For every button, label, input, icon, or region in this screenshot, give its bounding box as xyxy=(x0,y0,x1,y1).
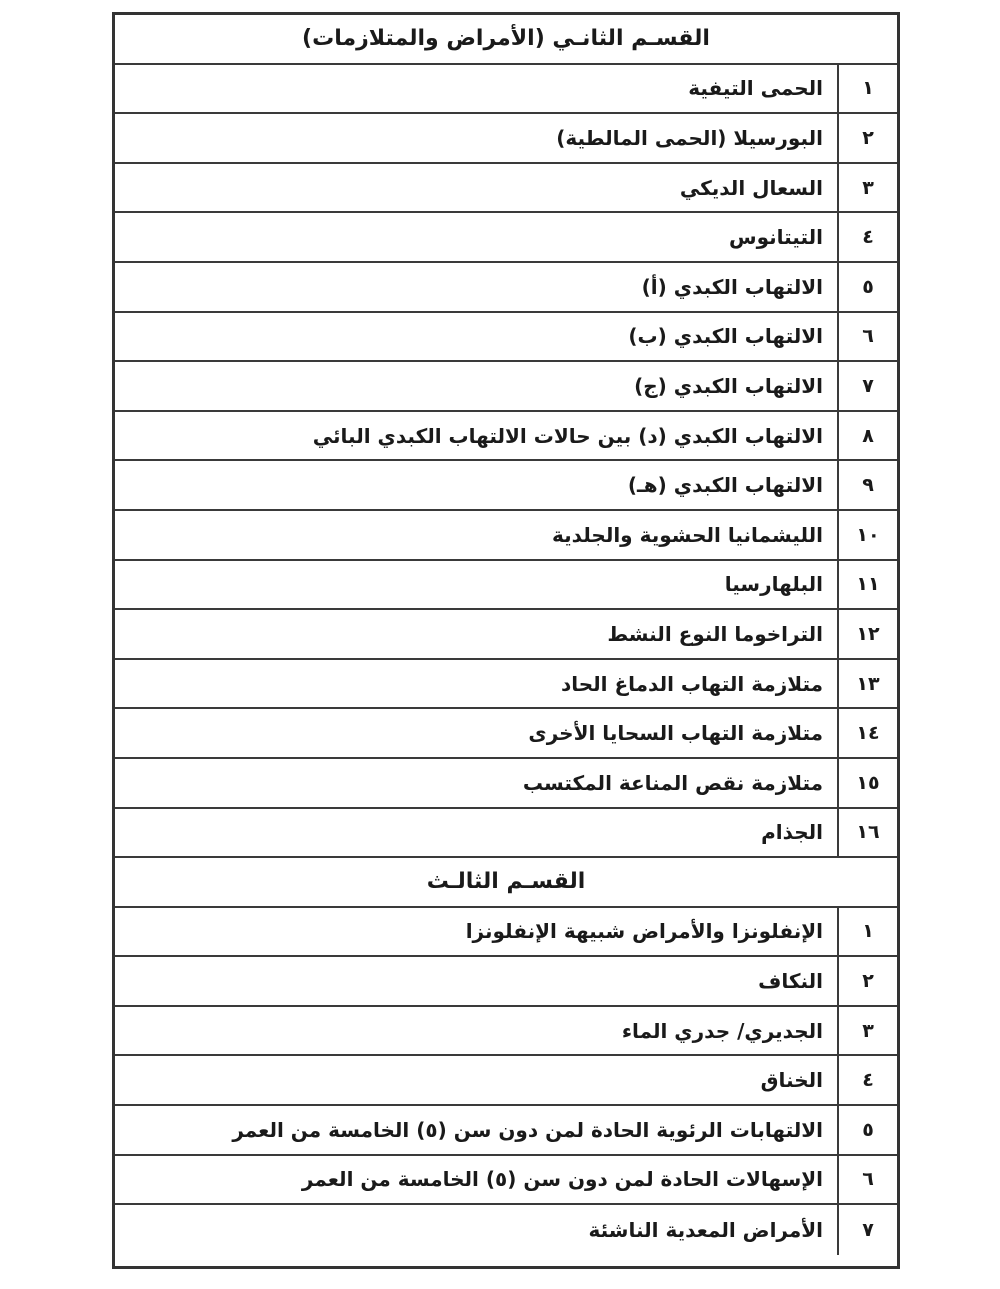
row-number: ١٣ xyxy=(837,660,897,708)
disease-name: الإنفلونزا والأمراض شبيهة الإنفلونزا xyxy=(465,919,823,944)
disease-name: الليشمانيا الحشوية والجلدية xyxy=(552,522,823,547)
disease-name: السعال الديكي xyxy=(679,175,823,200)
table-row xyxy=(115,759,897,809)
row-number: ١٤ xyxy=(837,709,897,757)
disease-name: الإسهالات الحادة لمن دون سن (٥) الخامسة من العمر xyxy=(301,1167,823,1192)
row-number: ٨ xyxy=(837,412,897,460)
row-number: ٥ xyxy=(837,1106,897,1154)
table-row xyxy=(115,1007,897,1057)
table-row xyxy=(115,809,897,859)
row-number: ٢ xyxy=(837,114,897,162)
disease-name: الالتهاب الكبدي (هـ) xyxy=(627,473,823,498)
table-row xyxy=(115,362,897,412)
diseases-table xyxy=(112,12,900,1269)
table-row xyxy=(115,709,897,759)
row-number: ٤ xyxy=(837,213,897,261)
disease-name: الجديري/ جدري الماء xyxy=(621,1018,823,1043)
disease-name: متلازمة نقص المناعة المكتسب xyxy=(522,770,823,795)
table-row xyxy=(115,908,897,958)
table-row xyxy=(115,114,897,164)
row-number: ٦ xyxy=(837,313,897,361)
row-number: ٧ xyxy=(837,362,897,410)
disease-name: الالتهابات الرئوية الحادة لمن دون سن (٥) الخامسة من العمر xyxy=(232,1117,823,1142)
table-row xyxy=(115,461,897,511)
disease-name: التيتانوس xyxy=(728,225,823,250)
disease-name: الالتهاب الكبدي (أ) xyxy=(641,274,823,299)
row-number: ١٥ xyxy=(837,759,897,807)
section-3-title: القسـم الثالـث xyxy=(426,869,586,895)
row-number: ١١ xyxy=(837,561,897,609)
disease-name: الجذام xyxy=(761,820,823,845)
row-number: ٥ xyxy=(837,263,897,311)
disease-name: الأمراض المعدية الناشئة xyxy=(588,1218,823,1243)
section-2-header xyxy=(115,15,897,65)
row-number: ٣ xyxy=(837,164,897,212)
row-number: ٦ xyxy=(837,1156,897,1204)
row-number: ٤ xyxy=(837,1056,897,1104)
table-row xyxy=(115,313,897,363)
table-row xyxy=(115,263,897,313)
disease-name: الحمى التيفية xyxy=(688,76,823,101)
disease-name: الالتهاب الكبدي (ج) xyxy=(634,373,823,398)
table-row xyxy=(115,164,897,214)
row-number: ١ xyxy=(837,908,897,956)
disease-name: النكاف xyxy=(758,969,823,994)
table-row xyxy=(115,561,897,611)
row-number: ٢ xyxy=(837,957,897,1005)
disease-name: الالتهاب الكبدي (د) بين حالات الالتهاب الكبدي البائي xyxy=(312,423,823,448)
section-2-title: القسـم الثانـي (الأمراض والمتلازمات) xyxy=(302,26,710,52)
row-number: ٧ xyxy=(837,1205,897,1255)
table-row xyxy=(115,610,897,660)
row-number: ٣ xyxy=(837,1007,897,1055)
table-row xyxy=(115,412,897,462)
table-row xyxy=(115,1056,897,1106)
table-row xyxy=(115,511,897,561)
disease-name: متلازمة التهاب الدماغ الحاد xyxy=(560,671,823,696)
table-row xyxy=(115,65,897,115)
row-number: ٩ xyxy=(837,461,897,509)
disease-name: البورسيلا (الحمى المالطية) xyxy=(556,125,823,150)
disease-name: متلازمة التهاب السحايا الأخرى xyxy=(528,721,823,746)
disease-name: البلهارسيا xyxy=(724,572,823,597)
disease-name: الخناق xyxy=(760,1068,823,1093)
table-row xyxy=(115,213,897,263)
table-row xyxy=(115,1205,897,1255)
table-row xyxy=(115,1106,897,1156)
disease-name: الالتهاب الكبدي (ب) xyxy=(628,324,823,349)
table-row xyxy=(115,957,897,1007)
disease-name: التراخوما النوع النشط xyxy=(607,621,823,646)
table-row xyxy=(115,1156,897,1206)
row-number: ١٢ xyxy=(837,610,897,658)
section-3-header xyxy=(115,858,897,908)
row-number: ١ xyxy=(837,65,897,113)
table-row xyxy=(115,660,897,710)
row-number: ١٠ xyxy=(837,511,897,559)
row-number: ١٦ xyxy=(837,809,897,857)
